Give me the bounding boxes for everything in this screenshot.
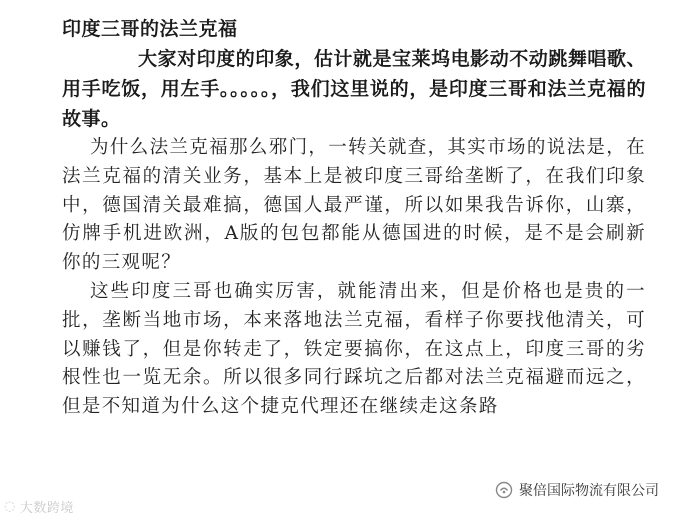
article-intro: 大家对印度的印象，估计就是宝莱坞电影动不动跳舞唱歌、用手吃饭，用左手。。。。。，我们这里说的，是印度三哥和法兰克福的故事。: [62, 48, 646, 130]
wechat-official-account-icon: [495, 481, 513, 499]
source-attribution: [495, 480, 659, 500]
article-paragraph-1: 为什么法兰克福那么邪门，一转关就查，其实市场的说法是，在法兰克福的清关业务，基本上是被印度三哥给垄断了，在我们印象中，德国清关最难搞，德国人最严谨，所以如果我告诉你，山寨，仿牌手机进欧洲，A版的包包都能从德国进的时候，是不是会刷新你的三观呢？: [62, 137, 646, 274]
source-text: 聚倍国际物流有限公司: [519, 483, 659, 499]
article-title: 印度三哥的法兰克福: [62, 18, 238, 40]
article: [62, 14, 646, 422]
watermark: [4, 497, 74, 516]
article-paragraph-2: 这些印度三哥也确实厉害，就能清出来，但是价格也是贵的一批，垄断当地市场，本来落地法兰克福，看样子你要找他清关，可以赚钱了，但是你转走了，铁定要搞你，在这点上，印度三哥的劣根性也一览无余。所以很多同行踩坑之后都对法兰克福避而远之，但是不知道为什么这个捷克代理还在继续走这条路: [62, 280, 646, 418]
watermark-text: 大数跨境: [19, 501, 74, 516]
swirl-logo-icon: ◌: [4, 499, 16, 514]
